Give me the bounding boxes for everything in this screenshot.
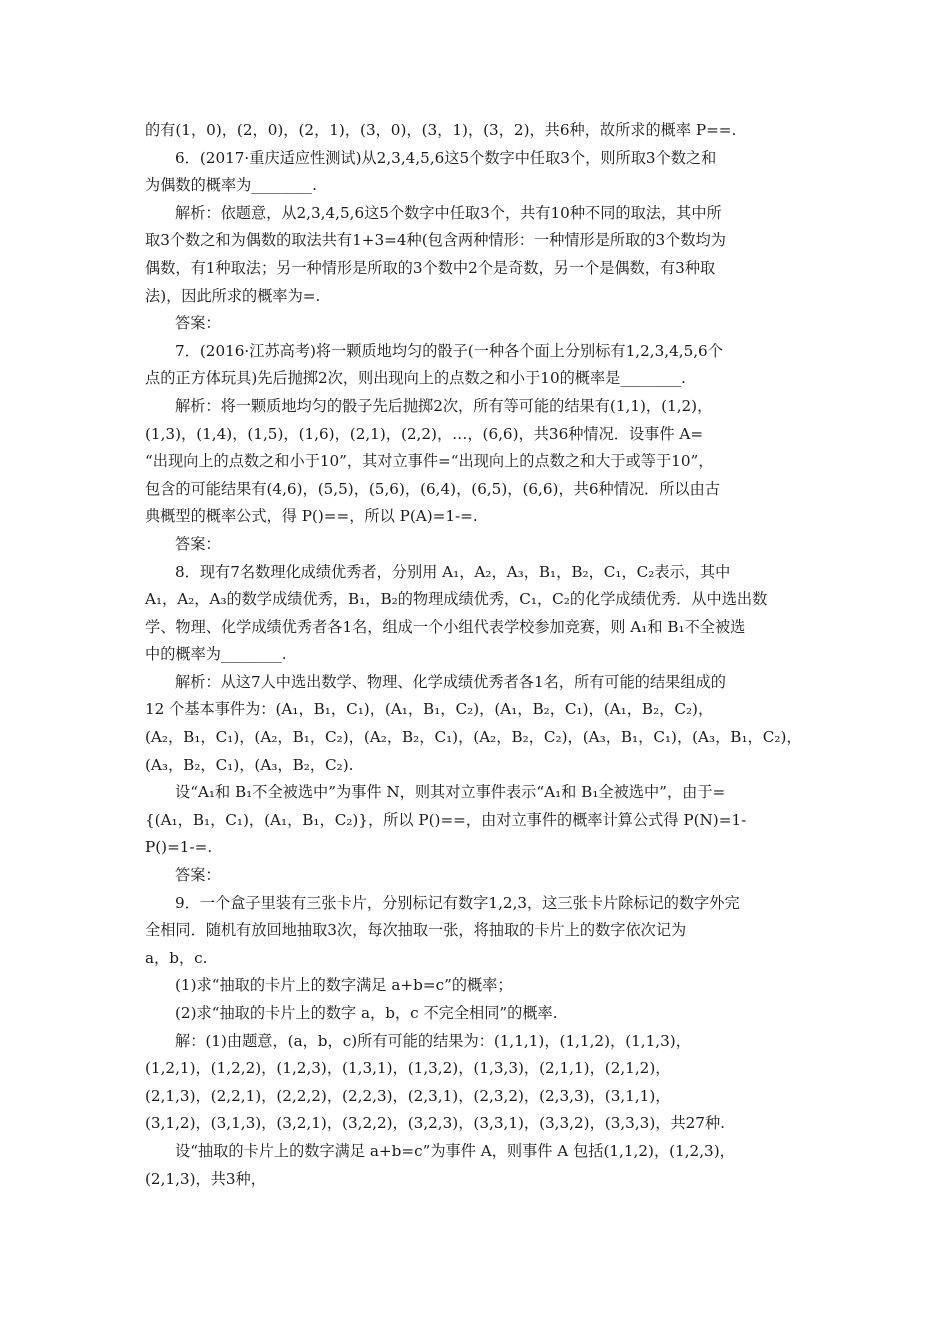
text-line: 解析：将一颗质地均匀的骰子先后抛掷2次，所有等可能的结果有(1,1)，(1,2)， bbox=[175, 396, 713, 415]
text-line: 解：(1)由题意，(a，b，c)所有可能的结果为：(1,1,1)，(1,1,2)，(1,1,3)， bbox=[175, 1031, 691, 1050]
text-line: 法)，因此所求的概率为=. bbox=[145, 286, 321, 305]
text-line: 答案： bbox=[175, 314, 221, 333]
text-line: 典概型的概率公式，得 P()==，所以 P(A)=1-=. bbox=[145, 507, 478, 526]
text-line: 6．(2017·重庆适应性测试)从2,3,4,5,6这5个数字中任取3个，则所取3个数之和 bbox=[175, 148, 717, 167]
text-line: A₁，A₂，A₃的数学成绩优秀，B₁，B₂的物理成绩优秀，C₁，C₂的化学成绩优秀．从中选出数 bbox=[145, 590, 768, 609]
text-line: (2)求“抽取的卡片上的数字 a，b，c 不完全相同”的概率. bbox=[175, 1004, 558, 1022]
document-page bbox=[145, 117, 811, 1193]
text-line: 中的概率为________. bbox=[145, 645, 287, 664]
text-line: {(A₁，B₁，C₁)，(A₁，B₁，C₂)}，所以 P()==，由对立事件的概率计算公式得 P(N)=1- bbox=[145, 810, 747, 829]
text-line: 解析：从这7人中选出数学、物理、化学成绩优秀者各1名，所有可能的结果组成的 bbox=[175, 672, 726, 691]
text-line: (1)求“抽取的卡片上的数字满足 a+b=c”的概率； bbox=[175, 976, 513, 995]
text-line: 答案： bbox=[175, 866, 221, 885]
text-line: 答案： bbox=[175, 534, 221, 553]
text-line: 学、物理、化学成绩优秀者各1名，组成一个小组代表学校参加竞赛，则 A₁和 B₁不全被选 bbox=[145, 617, 746, 636]
text-line: 8．现有7名数理化成绩优秀者，分别用 A₁，A₂，A₃，B₁，B₂，C₁，C₂表示，其中 bbox=[175, 562, 731, 581]
text-line: 12 个基本事件为：(A₁，B₁，C₁)，(A₁，B₁，C₂)，(A₁，B₂，C₁)，(A₁，B₂，C₂)， bbox=[145, 700, 714, 719]
text-line: (2,1,3)，(2,2,1)，(2,2,2)，(2,2,3)，(2,3,1)，(2,3,2)，(2,3,3)，(3,1,1)， bbox=[145, 1086, 671, 1105]
text-line: “出现向上的点数之和小于10”，其对立事件=“出现向上的点数之和大于或等于10”， bbox=[145, 452, 714, 471]
text-line: 偶数，有1种取法；另一种情形是所取的3个数中2个是奇数，另一个是偶数，有3种取 bbox=[145, 258, 716, 277]
text-line: 全相同．随机有放回地抽取3次，每次抽取一张，将抽取的卡片上的数字依次记为 bbox=[145, 921, 687, 940]
text-line: 7．(2016·江苏高考)将一颗质地均匀的骰子(一种各个面上分别标有1,2,3,4,5,6个 bbox=[175, 341, 723, 360]
text-line: 为偶数的概率为________. bbox=[145, 176, 317, 195]
text-line: (3,1,2)，(3,1,3)，(3,2,1)，(3,2,2)，(3,2,3)，(3,3,1)，(3,3,2)，(3,3,3)，共27种. bbox=[145, 1114, 725, 1133]
text-line: P()=1-=. bbox=[145, 838, 213, 857]
text-line: 设“抽取的卡片上的数字满足 a+b=c”为事件 A，则事件 A 包括(1,1,2)，(1,2,3)， bbox=[175, 1141, 735, 1160]
text-line: a，b，c. bbox=[145, 948, 208, 967]
text-line: (2,1,3)，共3种， bbox=[145, 1169, 266, 1188]
text-line: 解析：依题意，从2,3,4,5,6这5个数字中任取3个，共有10种不同的取法，其中所 bbox=[175, 203, 722, 222]
text-line: 的有(1，0)，(2，0)，(2，1)，(3，0)，(3，1)，(3，2)，共6种，故所求的概率 P==. bbox=[145, 121, 737, 139]
text-line: (A₃，B₂，C₁)，(A₃，B₂，C₂). bbox=[145, 755, 354, 774]
text-line: 取3个数之和为偶数的取法共有1+3=4种(包含两种情形：一种情形是所取的3个数均为 bbox=[145, 231, 726, 250]
text-line: 9．一个盒子里装有三张卡片，分别标记有数字1,2,3，这三张卡片除标记的数字外完 bbox=[175, 893, 740, 912]
text-line: 设“A₁和 B₁不全被选中”为事件 N，则其对立事件表示“A₁和 B₁全被选中”，由于= bbox=[175, 783, 726, 802]
text-line: 包含的可能结果有(4,6)，(5,5)，(5,6)，(6,4)，(6,5)，(6,6)，共6种情况．所以由古 bbox=[145, 479, 720, 498]
text-line: (A₂，B₁，C₁)，(A₂，B₁，C₂)，(A₂，B₂，C₁)，(A₂，B₂，C₂)，(A₃，B₁，C₁)，(A₃，B₁，C₂)， bbox=[145, 728, 802, 747]
text-line: 点的正方体玩具)先后抛掷2次，则出现向上的点数之和小于10的概率是________. bbox=[145, 369, 686, 388]
text-line: (1,3)，(1,4)，(1,5)，(1,6)，(2,1)，(2,2)，…，(6,6)，共36种情况．设事件 A= bbox=[145, 424, 704, 443]
text-line: (1,2,1)，(1,2,2)，(1,2,3)，(1,3,1)，(1,3,2)，(1,3,3)，(2,1,1)，(2,1,2)， bbox=[145, 1059, 671, 1078]
